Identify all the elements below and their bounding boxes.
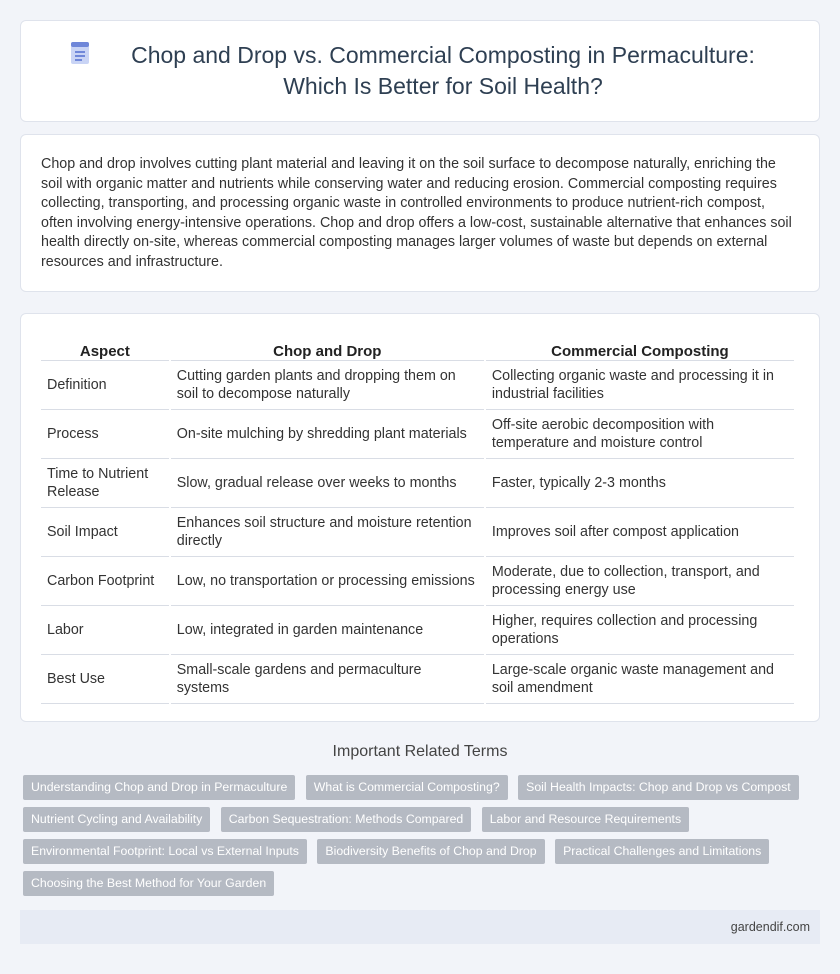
related-term-tag[interactable]: Labor and Resource Requirements — [482, 807, 689, 832]
related-term-tag[interactable]: Carbon Sequestration: Methods Compared — [221, 807, 471, 832]
related-terms-list — [23, 775, 823, 903]
table-cell-aspect: Soil Impact — [41, 508, 169, 557]
table-cell-chop-and-drop: Small-scale gardens and permaculture systems — [171, 655, 484, 704]
comparison-card — [20, 313, 820, 722]
table-row — [41, 606, 794, 655]
related-term-tag[interactable]: Choosing the Best Method for Your Garden — [23, 871, 274, 896]
header-card — [20, 20, 820, 122]
column-header-chop-and-drop: Chop and Drop — [171, 332, 484, 361]
related-term-tag[interactable]: Environmental Footprint: Local vs External Inputs — [23, 839, 307, 864]
table-cell-chop-and-drop: Low, no transportation or processing emissions — [171, 557, 484, 606]
table-header-row — [41, 332, 794, 361]
related-term-tag[interactable]: Soil Health Impacts: Chop and Drop vs Compost — [518, 775, 799, 800]
comparison-table — [39, 332, 796, 704]
page-title: Chop and Drop vs. Commercial Composting in Permaculture: Which Is Better for Soil Health? — [131, 42, 755, 99]
footer — [20, 910, 820, 944]
table-cell-chop-and-drop: On-site mulching by shredding plant materials — [171, 410, 484, 459]
column-header-commercial-composting: Commercial Composting — [486, 332, 794, 361]
related-term-tag[interactable]: Biodiversity Benefits of Chop and Drop — [317, 839, 544, 864]
table-cell-chop-and-drop: Low, integrated in garden maintenance — [171, 606, 484, 655]
table-cell-aspect: Carbon Footprint — [41, 557, 169, 606]
table-cell-aspect: Time to Nutrient Release — [41, 459, 169, 508]
table-cell-commercial: Improves soil after compost application — [486, 508, 794, 557]
related-term-tag[interactable]: Nutrient Cycling and Availability — [23, 807, 210, 832]
table-cell-commercial: Faster, typically 2-3 months — [486, 459, 794, 508]
document-icon — [67, 40, 93, 66]
table-cell-chop-and-drop: Enhances soil structure and moisture retention directly — [171, 508, 484, 557]
table-cell-chop-and-drop: Slow, gradual release over weeks to months — [171, 459, 484, 508]
table-row — [41, 361, 794, 410]
related-term-tag[interactable]: What is Commercial Composting? — [306, 775, 508, 800]
table-cell-commercial: Collecting organic waste and processing it in industrial facilities — [486, 361, 794, 410]
table-cell-commercial: Large-scale organic waste management and soil amendment — [486, 655, 794, 704]
related-terms-heading: Important Related Terms — [332, 743, 508, 760]
intro-text: Chop and drop involves cutting plant material and leaving it on the soil surface to decompose naturally, enriching the soil with organic matter and nutrients while conserving water and reducing erosion. Commercial composting requires collecting, transporting, and processing organic waste in controlled environments to produce nutrient-rich compost, often involving energy-intensive operations. Chop and drop offers a low-cost, sustainable alternative that enhances soil health directly on-site, whereas commercial composting manages larger volumes of waste but depends on external resources and infrastructure. — [41, 156, 792, 270]
table-row — [41, 557, 794, 606]
related-term-tag[interactable]: Understanding Chop and Drop in Permaculture — [23, 775, 295, 800]
intro-card — [20, 134, 820, 292]
table-cell-commercial: Higher, requires collection and processing operations — [486, 606, 794, 655]
table-row — [41, 508, 794, 557]
table-row — [41, 655, 794, 704]
table-row — [41, 410, 794, 459]
footer-site-link[interactable]: gardendif.com — [730, 920, 810, 934]
table-row — [41, 459, 794, 508]
table-cell-chop-and-drop: Cutting garden plants and dropping them on soil to decompose naturally — [171, 361, 484, 410]
table-cell-aspect: Process — [41, 410, 169, 459]
table-cell-aspect: Definition — [41, 361, 169, 410]
table-cell-aspect: Best Use — [41, 655, 169, 704]
table-cell-commercial: Off-site aerobic decomposition with temperature and moisture control — [486, 410, 794, 459]
table-cell-commercial: Moderate, due to collection, transport, and processing energy use — [486, 557, 794, 606]
column-header-aspect: Aspect — [41, 332, 169, 361]
related-term-tag[interactable]: Practical Challenges and Limitations — [555, 839, 769, 864]
table-cell-aspect: Labor — [41, 606, 169, 655]
